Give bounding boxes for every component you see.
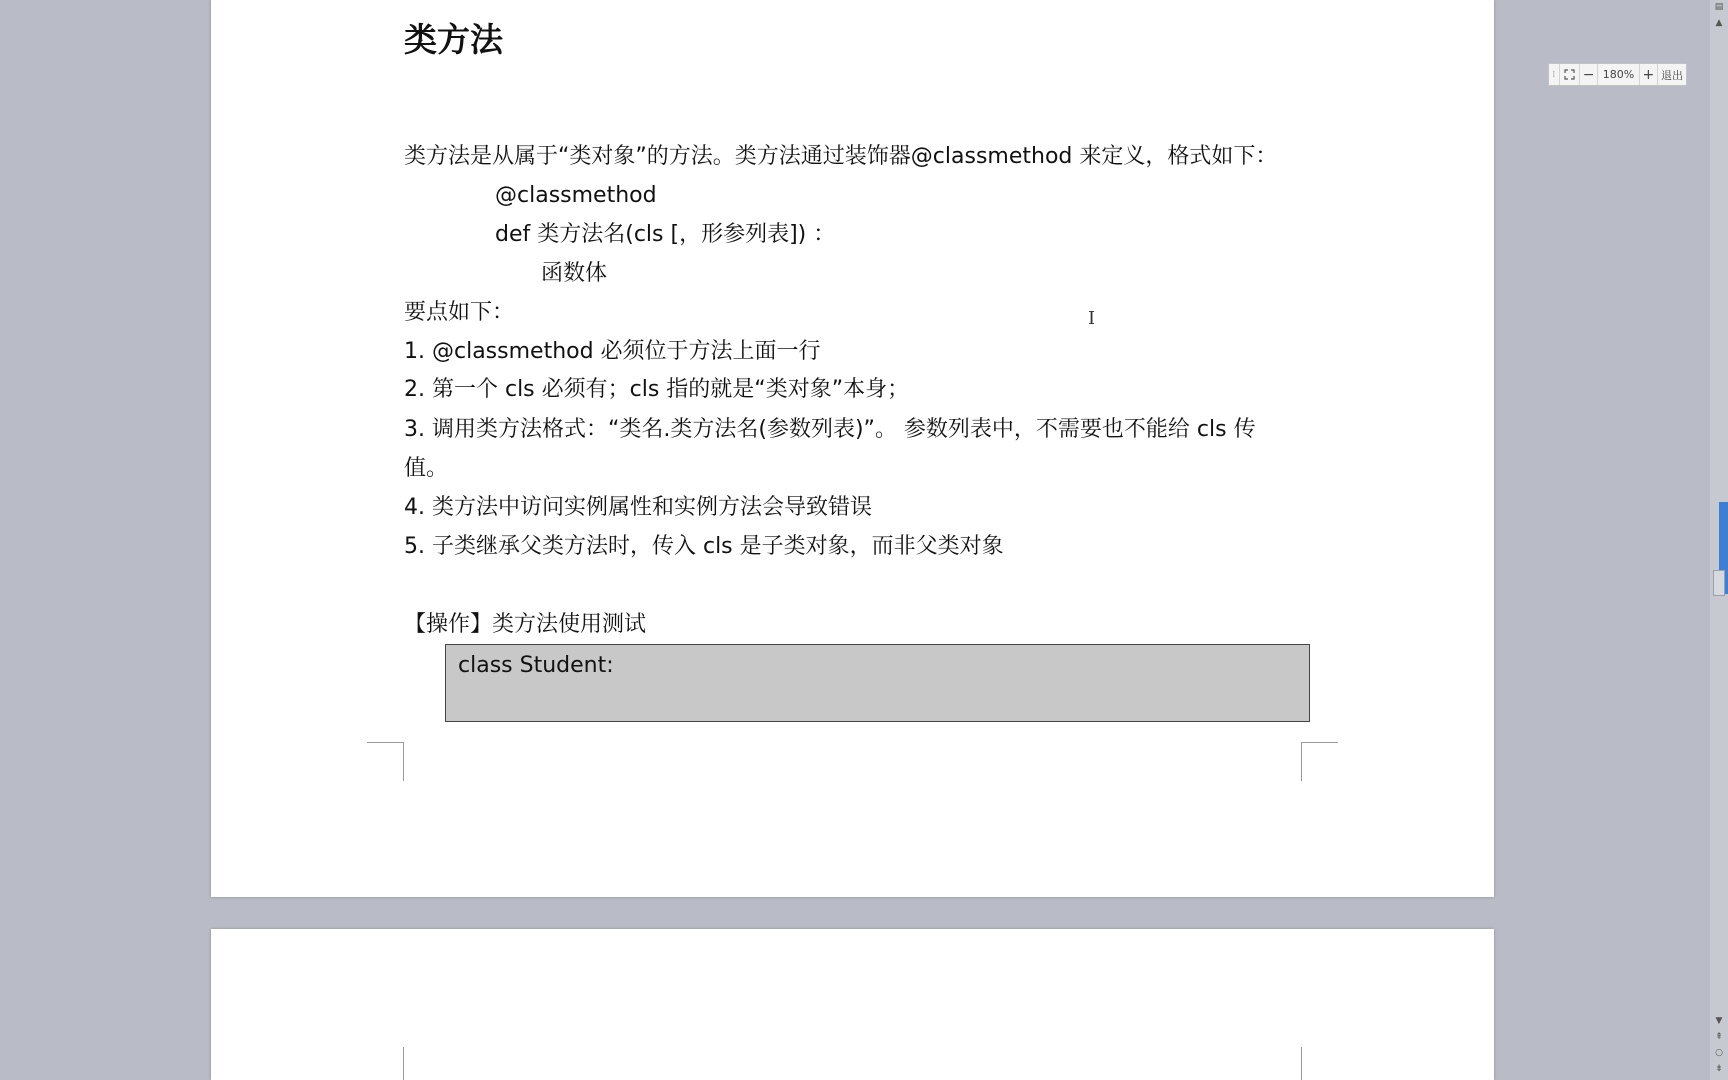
margin-corner-bottom-left <box>367 742 404 781</box>
points-title: 要点如下： <box>404 300 515 325</box>
operation-title: 【操作】类方法使用测试 <box>404 612 647 637</box>
point-item: 5. 子类继承父类方法时，传入 cls 是子类对象，而非父类对象 <box>404 534 1004 559</box>
code-line: class Student: <box>458 653 614 678</box>
zoom-in-button[interactable]: + <box>1640 64 1658 85</box>
next-page-icon[interactable]: ⇟ <box>1715 1064 1723 1074</box>
exit-button[interactable]: 退出 <box>1661 68 1684 82</box>
document-page-1[interactable] <box>211 0 1494 897</box>
scroll-up-icon[interactable]: ▲ <box>1715 18 1723 28</box>
scroll-down-icon[interactable]: ▼ <box>1715 1016 1723 1026</box>
document-page-2[interactable] <box>211 929 1494 1080</box>
margin-corner-top-right <box>1301 1047 1338 1080</box>
select-browse-object-icon[interactable]: ○ <box>1715 1048 1723 1058</box>
syntax-body: 函数体 <box>541 261 608 286</box>
zoom-level[interactable]: 180% <box>1598 64 1639 85</box>
section-heading: 类方法 <box>404 20 503 59</box>
scroll-menu-icon[interactable]: ▤ <box>1714 2 1724 12</box>
text-cursor-icon: I <box>1088 308 1096 329</box>
intro-paragraph: 类方法是从属于“类对象”的方法。类方法通过装饰器@classmethod 来定义，格式如下： <box>404 144 1278 169</box>
margin-corner-top-left <box>367 1047 404 1080</box>
zoom-toolbar <box>1548 63 1687 86</box>
fit-screen-icon[interactable] <box>1560 64 1580 85</box>
syntax-decorator: @classmethod <box>495 183 657 208</box>
vertical-scrollbar[interactable] <box>1710 0 1728 1080</box>
drag-handle-icon[interactable]: ⁞ <box>1549 64 1560 85</box>
point-item: 1. @classmethod 必须位于方法上面一行 <box>404 339 821 364</box>
zoom-out-button[interactable]: − <box>1580 64 1598 85</box>
code-block[interactable] <box>445 644 1310 722</box>
previous-page-icon[interactable]: ⇞ <box>1715 1032 1723 1042</box>
point-item: 4. 类方法中访问实例属性和实例方法会导致错误 <box>404 495 872 520</box>
fit-screen-glyph <box>1564 69 1575 80</box>
point-item: 3. 调用类方法格式：“类名.类方法名(参数列表)”。 参数列表中，不需要也不能给 cls 传 <box>404 417 1256 442</box>
point-item-continuation: 值。 <box>404 456 449 481</box>
syntax-def: def 类方法名(cls [，形参列表]) ： <box>495 222 836 247</box>
scroll-thumb[interactable] <box>1713 570 1725 596</box>
margin-corner-bottom-right <box>1301 742 1338 781</box>
point-item: 2. 第一个 cls 必须有；cls 指的就是“类对象”本身； <box>404 377 910 402</box>
